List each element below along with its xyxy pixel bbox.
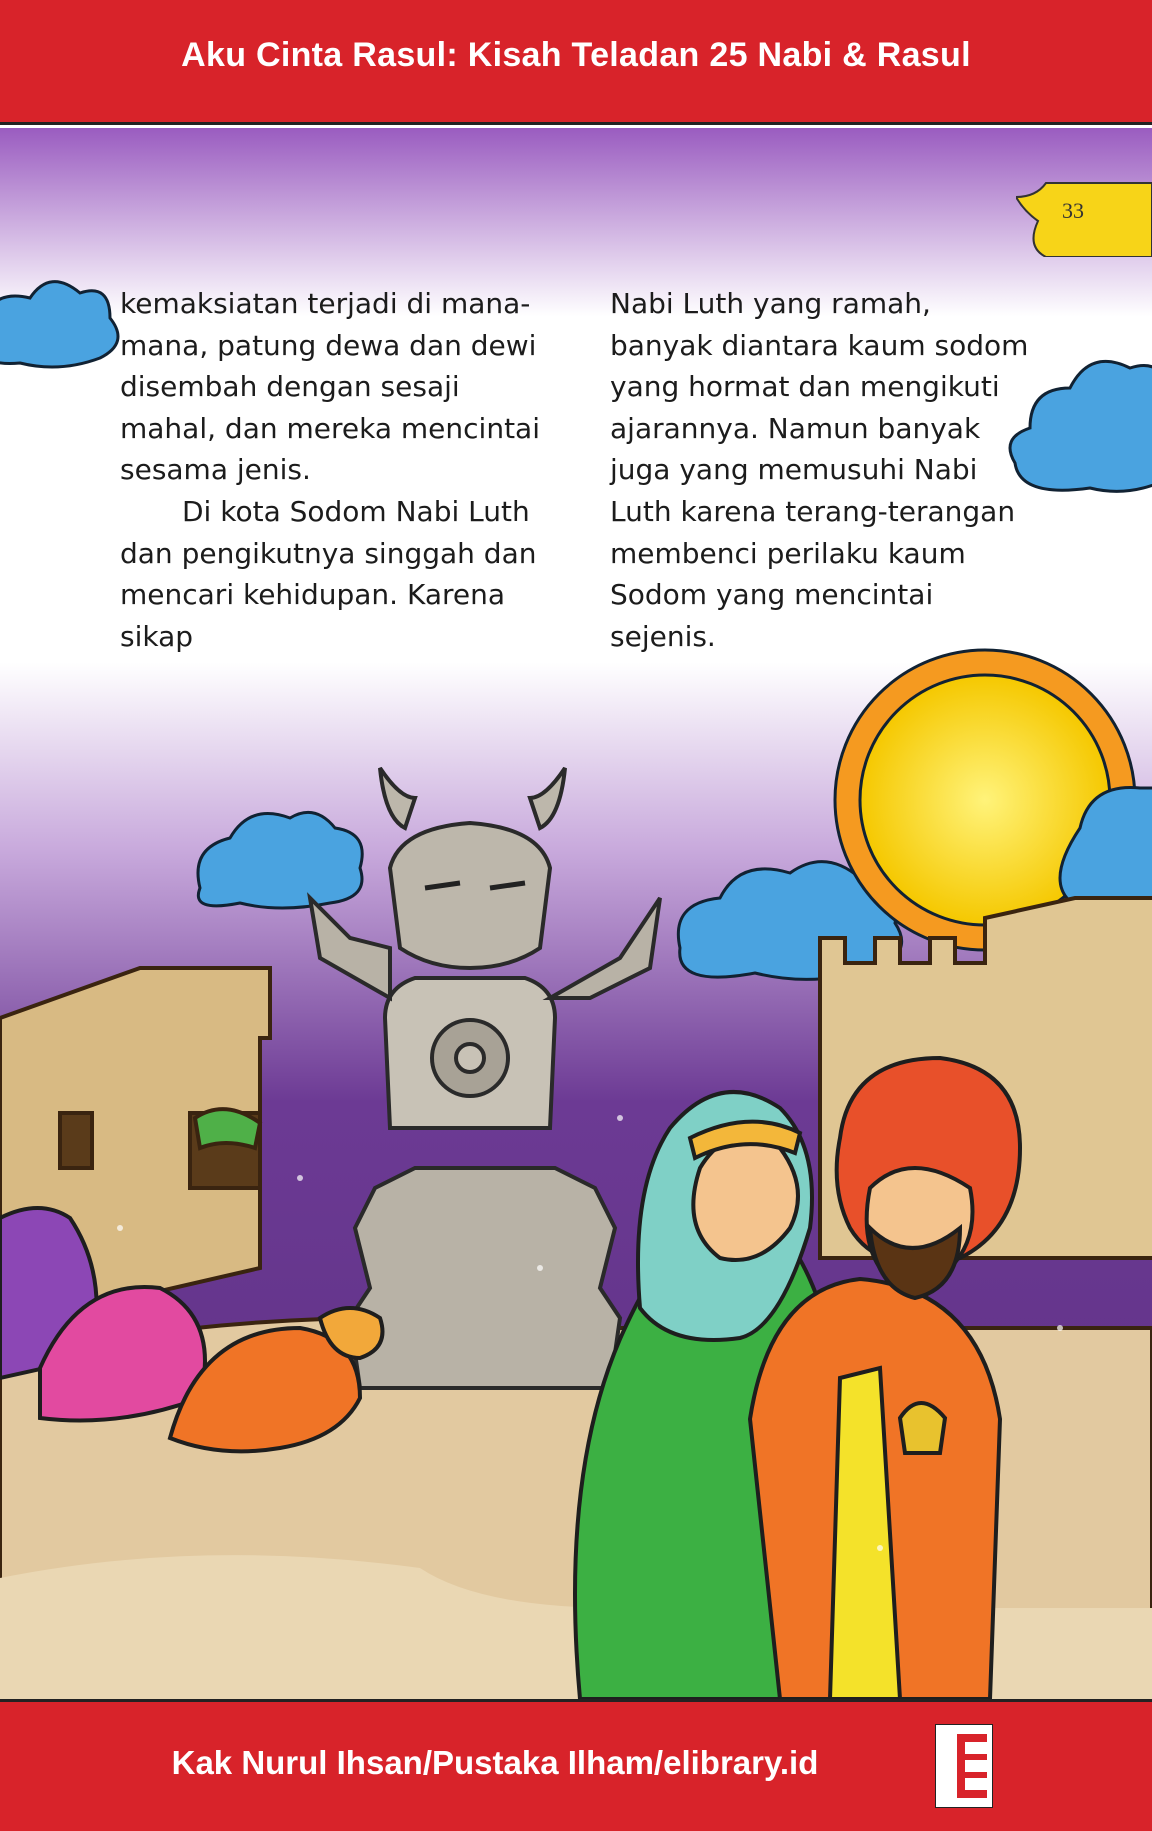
footer-credit: Kak Nurul Ihsan/Pustaka Ilham/elibrary.id xyxy=(171,1744,819,1781)
paragraph: kemaksiatan terjadi di mana-mana, patung dewa dan dewi disembah dengan sesaji mahal, dan mereka mencintai sesama jenis. xyxy=(120,287,540,487)
elibrary-logo xyxy=(935,1724,993,1808)
page-number-badge xyxy=(1016,177,1152,257)
text-column-right xyxy=(610,283,1030,657)
text-column-left xyxy=(120,283,540,657)
book-title: Aku Cinta Rasul: Kisah Teladan 25 Nabi & Rasul xyxy=(181,36,971,74)
paragraph: Di kota Sodom Nabi Luth dan pengikutnya singgah dan mencari kehidupan. Karena sikap xyxy=(120,494,537,653)
page-header xyxy=(0,0,1152,125)
page-footer xyxy=(0,1699,1152,1831)
paragraph: Nabi Luth yang ramah, banyak diantara kaum sodom yang hormat dan mengikuti ajarannya. Namun banyak juga yang memusuhi Nabi Luth karena terang-terangan membenci perilaku kaum Sodom yang mencintai sejenis. xyxy=(610,287,1029,653)
page-number: 33 xyxy=(1062,198,1084,223)
